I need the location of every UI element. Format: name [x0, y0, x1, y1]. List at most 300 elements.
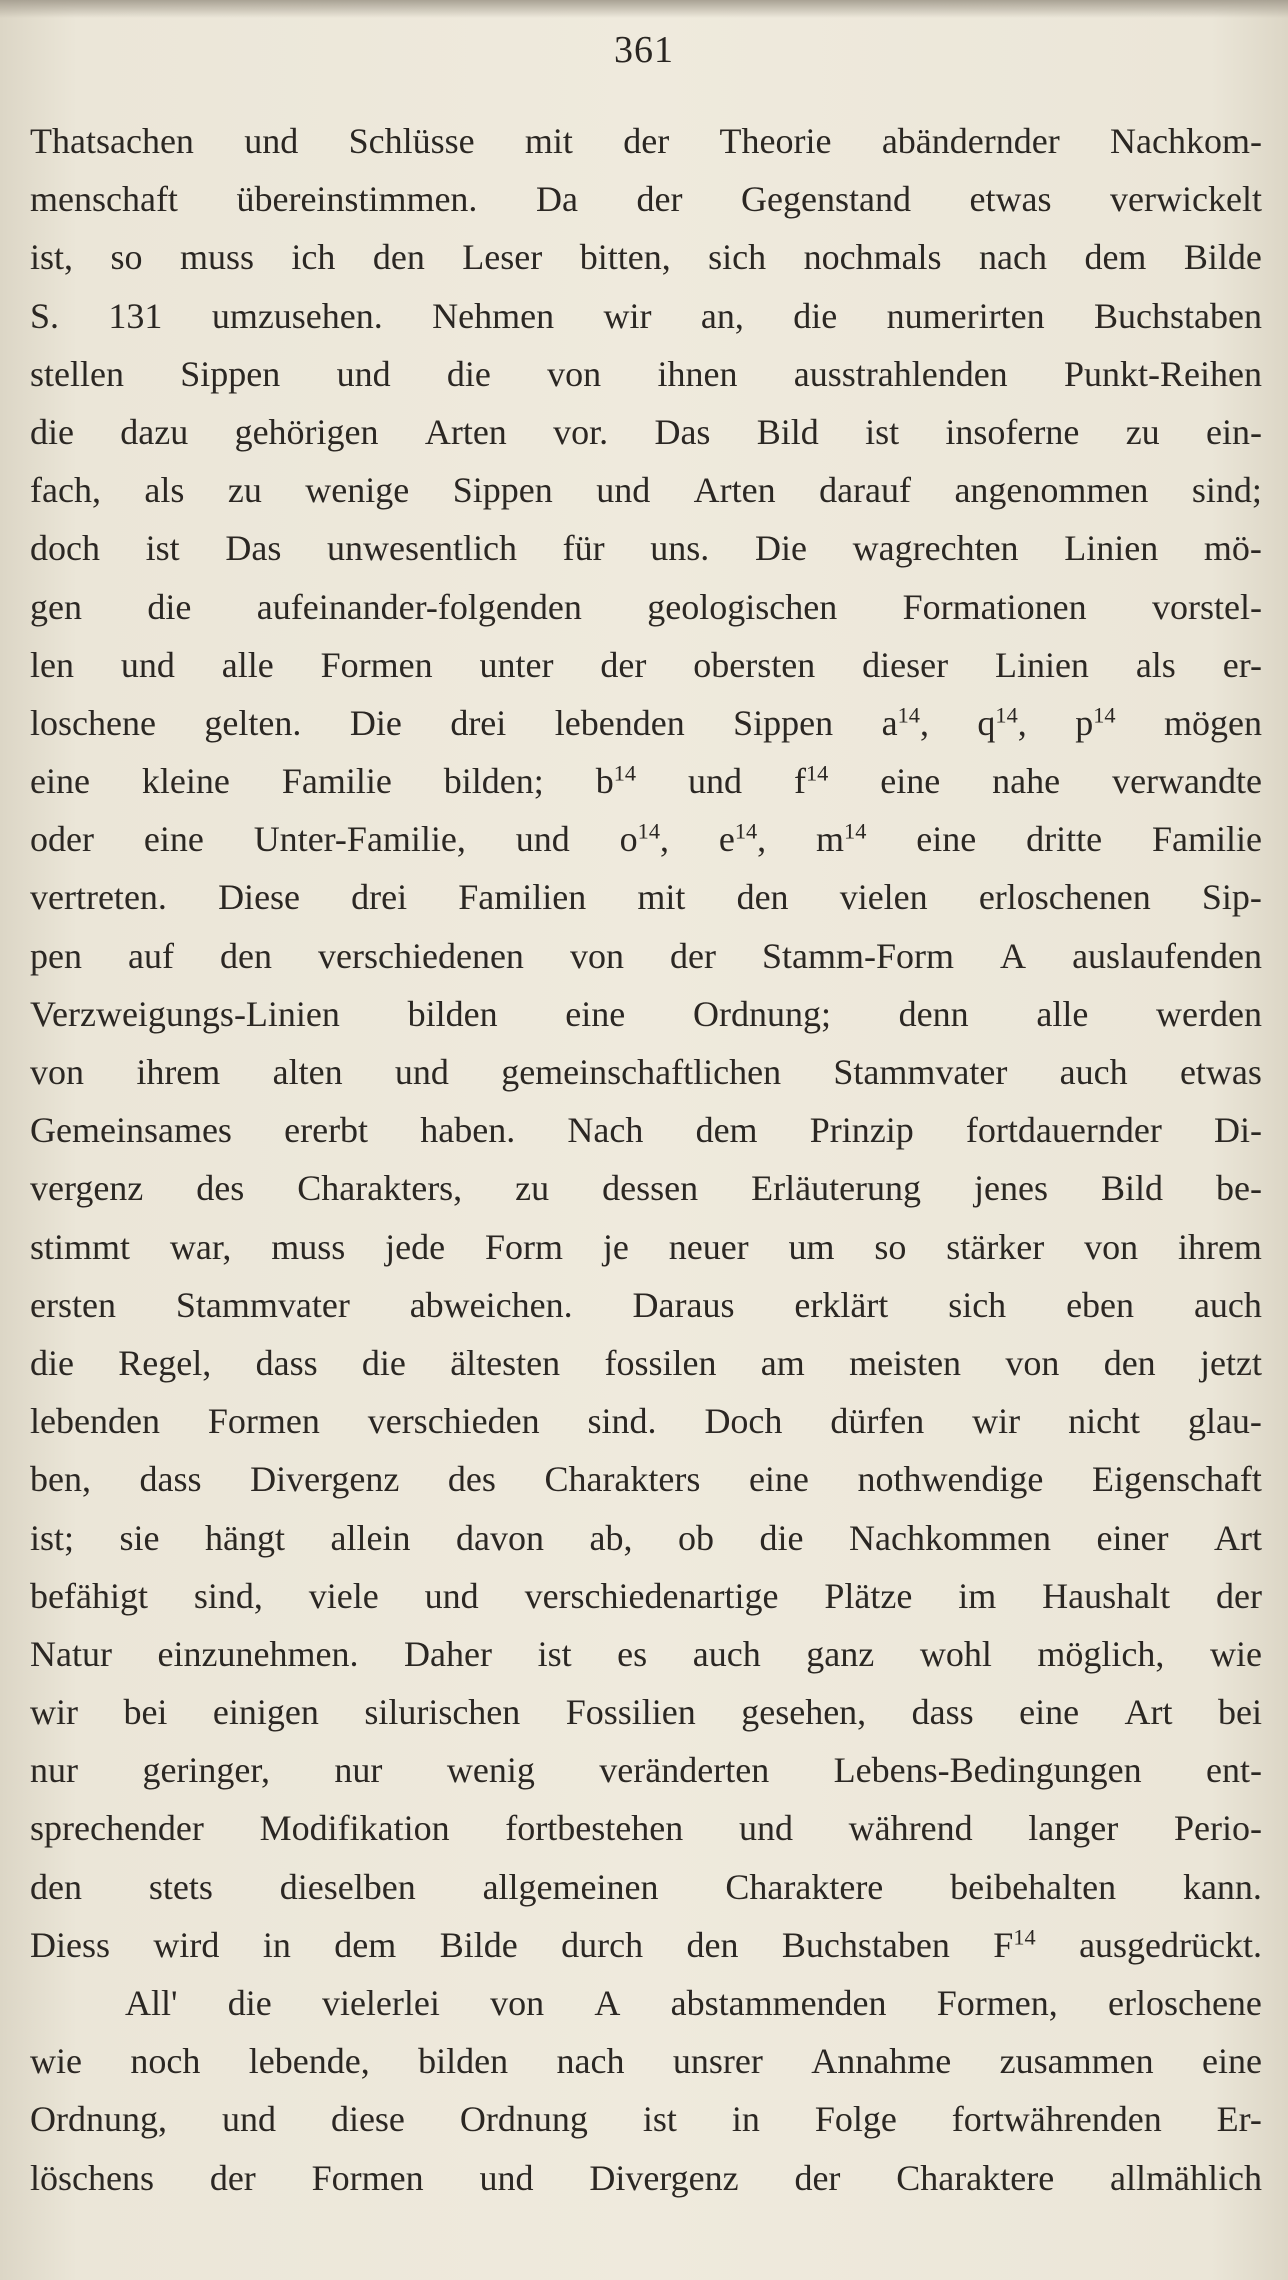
page-number: 361	[614, 29, 674, 71]
word: Di-	[1214, 1110, 1262, 1151]
word: pen	[30, 935, 82, 976]
word: eine	[565, 993, 626, 1034]
word: Plätze	[824, 1575, 913, 1616]
word: etwas	[1179, 1052, 1262, 1092]
word: bei	[123, 1692, 168, 1733]
word: Sip-	[1201, 877, 1262, 918]
word: vor.	[553, 411, 609, 452]
word: ausgedrückt.	[1079, 1924, 1262, 1965]
word: Daher	[404, 1633, 492, 1674]
word: angenommen	[954, 470, 1149, 511]
word: ihrem	[136, 1052, 221, 1092]
word: Unter-Familie,	[253, 819, 466, 860]
text-line	[30, 1916, 1262, 1974]
word: Nachkom-	[1110, 121, 1262, 161]
word: wie	[1209, 1633, 1262, 1674]
word: dritte	[1026, 819, 1103, 860]
word: ist,	[30, 237, 74, 278]
word: Eigenschaft	[1091, 1459, 1262, 1500]
word: dazu	[120, 411, 189, 452]
word: aufeinander-folgenden	[256, 586, 582, 627]
word: und	[221, 2099, 276, 2140]
word: dieser	[862, 644, 949, 685]
word: fortwährenden	[951, 2099, 1162, 2140]
word: in	[262, 1924, 291, 1965]
word: einer	[1096, 1517, 1169, 1558]
word: Da	[535, 179, 578, 220]
word: Familien	[458, 877, 587, 918]
word: veränderten	[599, 1750, 770, 1791]
text-line	[30, 2032, 1262, 2090]
text-line	[30, 1509, 1262, 1567]
word: ausstrahlenden	[793, 353, 1008, 394]
word: Folge	[814, 2099, 897, 2140]
word: nur	[30, 1750, 78, 1791]
word: wohl	[919, 1633, 992, 1674]
word: gelten.	[204, 702, 302, 743]
word: zusammen	[999, 2041, 1154, 2082]
word: Haushalt	[1042, 1575, 1171, 1616]
word: der	[794, 2157, 841, 2198]
word: eine	[880, 761, 941, 802]
word: eine	[30, 761, 90, 802]
text-line	[30, 1450, 1262, 1508]
word: des	[196, 1168, 245, 1209]
word: fossilen	[604, 1342, 717, 1383]
word: die	[30, 1342, 74, 1383]
word: eine	[916, 819, 977, 860]
word: verschiedenartige	[524, 1575, 779, 1616]
word: Divergenz	[250, 1459, 400, 1500]
word: Familie	[281, 761, 392, 802]
word: der	[636, 179, 683, 220]
word: Die	[349, 702, 402, 743]
word: Formen	[207, 1401, 320, 1442]
word: gehörigen	[234, 411, 379, 452]
word: noch	[130, 2041, 201, 2082]
word: Formen	[320, 644, 433, 685]
text-line	[30, 228, 1262, 286]
word: geologischen	[647, 586, 838, 627]
word: loschene	[30, 702, 156, 743]
word: alten	[272, 1052, 343, 1092]
body-text	[30, 112, 1262, 2207]
word: Familie	[1151, 819, 1262, 860]
word: eine	[1019, 1692, 1080, 1733]
word: ab,	[589, 1517, 633, 1558]
word: Diess	[30, 1924, 110, 1965]
word: Formen	[311, 2157, 424, 2198]
word: Nehmen	[432, 295, 555, 336]
word: $q^{14}$,	[977, 702, 1027, 743]
word: Stammvater	[833, 1052, 1008, 1092]
word: den	[372, 237, 425, 278]
word: sich	[708, 237, 767, 278]
word: ererbt	[284, 1110, 369, 1151]
word: löschens	[30, 2157, 154, 2198]
word: Sippen	[452, 470, 553, 511]
word: und	[394, 1052, 449, 1092]
word: Die	[754, 528, 807, 569]
word: unwesentlich	[327, 528, 517, 569]
word: und	[336, 353, 391, 394]
word: befähigt	[30, 1575, 148, 1616]
word: eine	[143, 819, 204, 860]
word: stimmt	[30, 1226, 131, 1267]
word: $p^{14}$	[1075, 702, 1116, 743]
word: abweichen.	[409, 1284, 573, 1325]
word: geringer,	[142, 1750, 270, 1791]
word: sprechender	[30, 1808, 204, 1849]
word: lebenden	[30, 1401, 160, 1442]
word: Formationen	[902, 586, 1087, 627]
text-line	[30, 403, 1262, 461]
word: Buchstaben	[781, 1924, 950, 1965]
word: verwandte	[1112, 761, 1262, 802]
word: den	[686, 1924, 739, 1965]
word: eine	[748, 1459, 809, 1500]
word: beibehalten	[950, 1866, 1117, 1907]
word: eine	[1202, 2041, 1262, 2082]
word: den	[220, 935, 272, 976]
word: von	[30, 1052, 84, 1092]
word: 131	[108, 295, 163, 336]
word: möglich,	[1037, 1633, 1165, 1674]
word: ist	[865, 411, 900, 452]
word: von	[490, 1983, 545, 2023]
word: diese	[330, 2099, 405, 2140]
word: bilden;	[443, 761, 544, 802]
word: wie	[30, 2041, 82, 2082]
word: Ordnung,	[30, 2099, 167, 2140]
word: auslaufenden	[1072, 935, 1262, 976]
word: oder	[30, 819, 94, 860]
word: kleine	[141, 761, 230, 802]
word: dessen	[602, 1168, 699, 1209]
word: haben.	[420, 1110, 516, 1151]
text-line	[30, 1043, 1262, 1101]
word: Doch	[704, 1401, 783, 1442]
word: Perio-	[1173, 1808, 1262, 1849]
word: zu	[1125, 411, 1160, 452]
word: die	[793, 295, 838, 336]
text-line	[30, 985, 1262, 1043]
text-line	[30, 1101, 1262, 1159]
word: erloschene	[1108, 1983, 1262, 2023]
word: obersten	[693, 644, 816, 685]
word: $b^{14}$	[595, 760, 637, 802]
text-line	[30, 287, 1262, 345]
word: davon	[456, 1517, 545, 1558]
word: ist	[537, 1633, 572, 1674]
word: ben,	[30, 1459, 91, 1500]
word: lebenden	[554, 702, 685, 743]
word: umzusehen.	[211, 295, 383, 336]
word: Charakters	[544, 1459, 701, 1500]
word: es	[617, 1633, 648, 1674]
word: Sippen	[180, 353, 281, 394]
word: Charaktere	[725, 1866, 884, 1907]
word: Bilde	[439, 1924, 518, 1965]
word: Art	[1213, 1517, 1262, 1558]
word: ihnen	[657, 353, 738, 394]
text-line	[30, 927, 1262, 985]
word: drei	[450, 702, 507, 743]
text-line	[30, 170, 1262, 228]
word: lebende,	[248, 2041, 370, 2082]
word: nach	[979, 237, 1047, 278]
word: des	[447, 1459, 496, 1500]
word: Regel,	[118, 1342, 212, 1383]
text-line	[30, 1276, 1262, 1334]
word: Arten	[424, 411, 507, 452]
word: Annahme	[811, 2041, 952, 2082]
word: die	[759, 1517, 804, 1558]
word: Sippen	[733, 702, 834, 743]
word: meisten	[849, 1342, 962, 1383]
word: stärker	[946, 1226, 1045, 1267]
word: Diese	[218, 877, 301, 918]
word: dem	[334, 1924, 397, 1965]
word: bilden	[418, 2041, 509, 2082]
word: die	[147, 586, 192, 627]
text-line	[30, 752, 1262, 810]
word: von	[1005, 1342, 1060, 1383]
word: wir	[603, 295, 652, 336]
word: Erläuterung	[751, 1168, 922, 1209]
word: A	[594, 1983, 621, 2023]
word: mö-	[1203, 528, 1262, 569]
word: für	[562, 528, 605, 569]
word: zu	[515, 1168, 550, 1209]
word: Schlüsse	[348, 121, 475, 161]
word: an,	[700, 295, 744, 336]
word: sind,	[193, 1575, 263, 1616]
text-line	[30, 345, 1262, 403]
word: und	[244, 121, 299, 161]
word: ersten	[30, 1284, 116, 1325]
word: Thatsachen	[30, 121, 194, 161]
word: von	[547, 353, 602, 394]
word: Leser	[462, 237, 543, 278]
word: verwickelt	[1110, 179, 1262, 220]
word: Linien	[994, 644, 1089, 685]
word: den	[30, 1866, 82, 1907]
word: bitten,	[579, 237, 671, 278]
word: abändernder	[881, 121, 1060, 161]
word: mit	[524, 121, 573, 161]
word: menschaft	[30, 179, 178, 220]
word: Nach	[567, 1110, 644, 1151]
word: $a^{14}$,	[881, 702, 929, 743]
word: war,	[169, 1226, 232, 1267]
word: bilden	[407, 993, 498, 1034]
word: viele	[308, 1575, 379, 1616]
word: Das	[654, 411, 711, 452]
word: Charakters,	[297, 1168, 463, 1209]
word: um	[788, 1226, 835, 1267]
word: wir	[30, 1692, 78, 1733]
word: bei	[1217, 1692, 1262, 1733]
word: jede	[385, 1226, 446, 1267]
text-line	[30, 1334, 1262, 1392]
word: einzunehmen.	[157, 1633, 359, 1674]
word: als	[144, 470, 185, 511]
word: dem	[695, 1110, 758, 1151]
word: wenige	[305, 470, 410, 511]
word: Prinzip	[809, 1110, 914, 1151]
word: nicht	[1068, 1401, 1141, 1442]
word: A	[1000, 935, 1027, 976]
word: ein-	[1205, 411, 1262, 452]
word: verschiedenen	[318, 935, 524, 976]
word: Das	[225, 528, 282, 569]
word: darauf	[819, 470, 911, 511]
word: Natur	[30, 1633, 112, 1674]
word: während	[848, 1808, 973, 1849]
text-line	[30, 578, 1262, 636]
word: von	[1084, 1226, 1139, 1267]
word: den	[1103, 1342, 1156, 1383]
word: erklärt	[794, 1284, 889, 1325]
word: ältesten	[450, 1342, 561, 1383]
word: Linien	[1064, 528, 1159, 569]
word: die	[30, 411, 74, 452]
text-line	[30, 1799, 1262, 1857]
word: ist	[642, 2099, 677, 2140]
word: auf	[128, 935, 174, 976]
word: Divergenz	[589, 2157, 739, 2198]
word: Ordnung;	[692, 993, 831, 1034]
text-line	[30, 1741, 1262, 1799]
word: ihrem	[1177, 1226, 1262, 1267]
word: Ordnung	[459, 2099, 588, 2140]
word: vielen	[839, 877, 928, 918]
word: allein	[330, 1517, 411, 1558]
word: $f^{14}$	[793, 760, 829, 802]
word: be-	[1215, 1168, 1262, 1209]
text-line	[30, 868, 1262, 926]
word: vergenz	[30, 1168, 144, 1209]
word: ist	[145, 528, 180, 569]
word: ganz	[806, 1633, 875, 1674]
word: Fossilien	[565, 1692, 696, 1733]
word: alle	[1036, 993, 1089, 1034]
word: nothwendige	[857, 1459, 1044, 1500]
word: dieselben	[279, 1866, 416, 1907]
word: Bild	[1100, 1168, 1163, 1209]
word: etwas	[969, 179, 1052, 220]
word: übereinstimmen.	[236, 179, 478, 220]
word: vielerlei	[321, 1983, 440, 2023]
word: ob	[678, 1517, 715, 1558]
word: Stammvater	[175, 1284, 350, 1325]
page-top-shadow	[0, 0, 1288, 18]
word: nahe	[992, 761, 1061, 802]
word: und	[424, 1575, 479, 1616]
text-line	[30, 1683, 1262, 1741]
word: Theorie	[719, 121, 832, 161]
word: mögen	[1163, 702, 1262, 743]
word: Modifikation	[259, 1808, 450, 1849]
word: S.	[30, 295, 60, 336]
word: werden	[1156, 993, 1262, 1034]
word: neuer	[668, 1226, 749, 1267]
text-line	[30, 112, 1262, 170]
word: gesehen,	[741, 1692, 867, 1733]
word: und	[515, 819, 570, 860]
text-line	[30, 1159, 1262, 1217]
word: nach	[556, 2041, 625, 2082]
word: und	[120, 644, 175, 685]
word: von	[569, 935, 624, 976]
word: vertreten.	[30, 877, 167, 918]
text-line	[30, 1858, 1262, 1916]
word: in	[731, 2099, 760, 2140]
text-line	[30, 461, 1262, 519]
word: dürfen	[830, 1401, 925, 1442]
word: stets	[148, 1866, 213, 1907]
word: den	[736, 877, 789, 918]
word: und	[738, 1808, 793, 1849]
word: der	[600, 644, 647, 685]
text-line	[30, 1218, 1262, 1276]
word: Arten	[693, 470, 776, 511]
word: am	[760, 1342, 805, 1383]
text-line	[30, 636, 1262, 694]
word: erloschenen	[978, 877, 1151, 918]
word: fortbestehen	[505, 1808, 684, 1849]
word: fach,	[30, 470, 101, 511]
word: zu	[227, 470, 262, 511]
text-line	[30, 1392, 1262, 1450]
word: unter	[479, 644, 554, 685]
text-line	[30, 2149, 1262, 2207]
word: Stamm-Form	[762, 935, 955, 976]
word: alle	[221, 644, 274, 685]
word: Art	[1124, 1692, 1173, 1733]
word: der	[623, 121, 670, 161]
word: wir	[972, 1401, 1021, 1442]
word: Gegenstand	[741, 179, 911, 220]
word: $e^{14}$,	[718, 818, 767, 860]
word: fortdauernder	[965, 1110, 1162, 1151]
word: Verzweigungs-Linien	[30, 993, 340, 1034]
word: ent-	[1206, 1750, 1262, 1791]
word: numerirten	[886, 295, 1045, 336]
word: unsrer	[672, 2041, 763, 2082]
word: eben	[1066, 1284, 1135, 1325]
word: $m^{14}$	[816, 818, 867, 860]
word: Daraus	[632, 1284, 735, 1325]
word: gen	[30, 586, 82, 627]
word: dem	[1084, 237, 1147, 278]
word: langer	[1028, 1808, 1119, 1849]
word: die	[446, 353, 491, 394]
text-line	[30, 519, 1262, 577]
word: doch	[30, 528, 100, 569]
word: sind.	[587, 1401, 657, 1442]
word: die	[227, 1983, 272, 2023]
word: jenes	[974, 1168, 1048, 1209]
word: allmählich	[1110, 2157, 1262, 2198]
word: auch	[1193, 1284, 1262, 1325]
word: insoferne	[945, 411, 1080, 452]
word: sie	[119, 1517, 160, 1558]
text-line	[30, 1567, 1262, 1625]
word: dass	[911, 1692, 974, 1733]
word: $F^{14}$	[993, 1924, 1036, 1965]
